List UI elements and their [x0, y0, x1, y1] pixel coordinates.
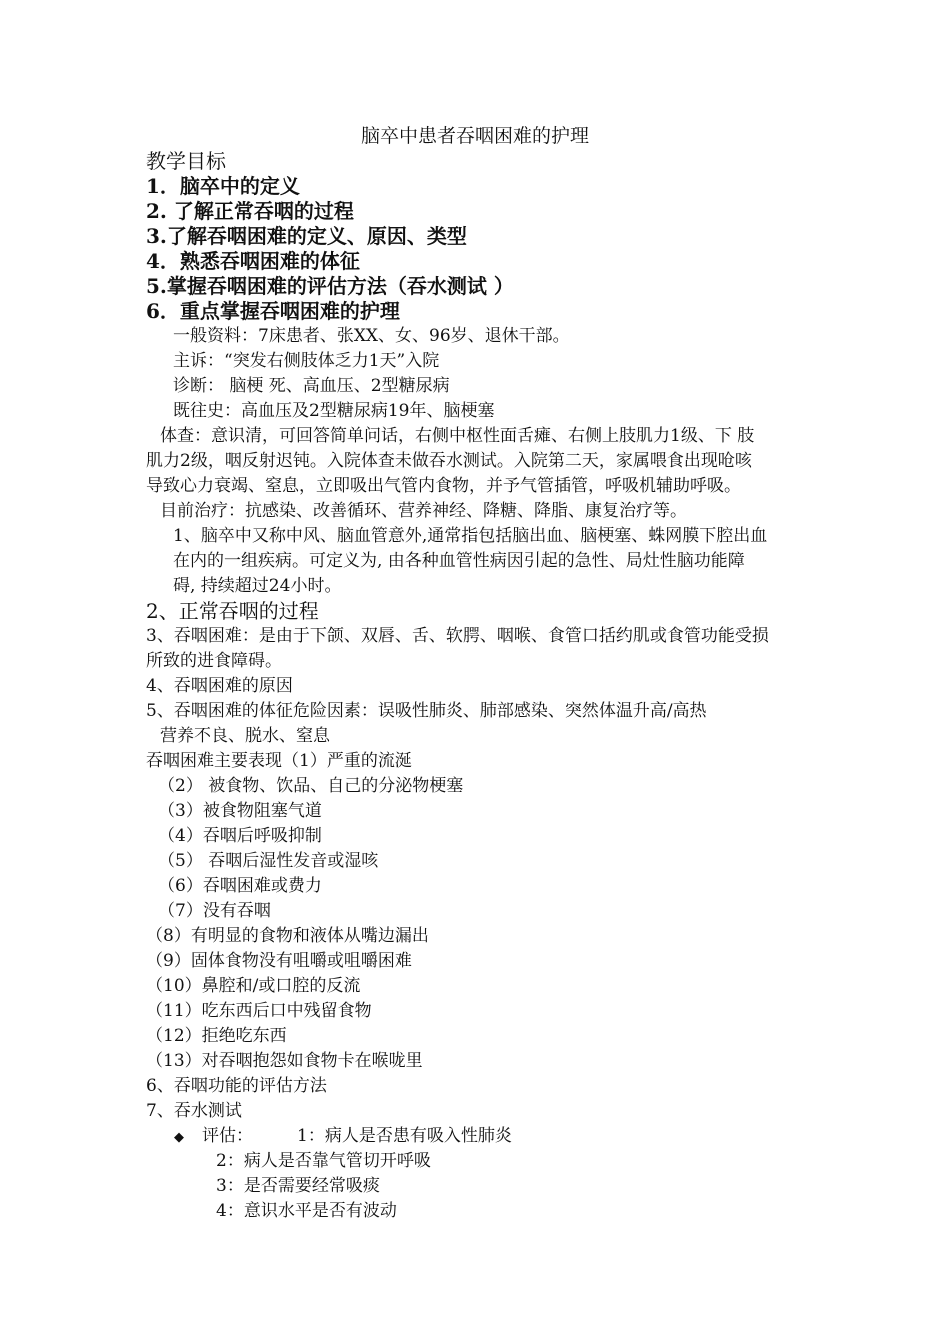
diamond-bullet-icon: ◆ — [174, 1130, 184, 1145]
assessment-item: 1：病人是否患有吸入性肺炎 — [297, 1126, 512, 1146]
manifestation-item: （11）吃东西后口中残留食物 — [146, 1001, 372, 1021]
objective-item: 3.了解吞咽困难的定义、原因、类型 — [146, 224, 467, 248]
case-exam-line: 肌力2级，咽反射迟钝。入院体查未做吞水测试。入院第二天，家属喂食出现呛咳 — [146, 451, 752, 471]
assessment-row — [174, 1124, 512, 1150]
assessment-item: 2：病人是否靠气管切开呼吸 — [216, 1151, 431, 1171]
manifestation-item: （2） 被食物、饮品、自己的分泌物梗塞 — [158, 776, 464, 796]
manifestation-item: （6）吞咽困难或费力 — [158, 876, 322, 896]
case-treatment: 目前治疗：抗感染、改善循环、营养神经、降糖、降脂、康复治疗等。 — [160, 501, 687, 521]
assessment-label: 评估： — [202, 1126, 253, 1146]
manifestation-item: （3）被食物阻塞气道 — [158, 801, 322, 821]
manifestation-item: （7）没有吞咽 — [158, 901, 271, 921]
section-3-line: 所致的进食障碍。 — [146, 651, 282, 671]
manifestation-item: （12）拒绝吃东西 — [146, 1026, 287, 1046]
section-4-heading: 4、吞咽困难的原因 — [146, 676, 293, 696]
section-6-heading: 6、吞咽功能的评估方法 — [146, 1076, 327, 1096]
section-2-heading: 2、正常吞咽的过程 — [146, 599, 319, 623]
objective-item: 4．熟悉吞咽困难的体征 — [146, 249, 360, 273]
section-5-line: 5、吞咽困难的体征危险因素：误吸性肺炎、肺部感染、突然体温升高/高热 — [146, 701, 707, 721]
objective-item: 6．重点掌握吞咽困难的护理 — [146, 299, 400, 323]
assessment-item: 4：意识水平是否有波动 — [216, 1201, 397, 1221]
assessment-item: 3：是否需要经常吸痰 — [216, 1176, 380, 1196]
document-title: 脑卒中患者吞咽困难的护理 — [360, 125, 589, 147]
manifestations-intro: 吞咽困难主要表现（1）严重的流涎 — [146, 751, 412, 771]
objective-item: 5.掌握吞咽困难的评估方法（吞水测试 ） — [146, 274, 514, 298]
case-general-info: 一般资料：7床患者、张XX、女、96岁、退休干部。 — [173, 326, 570, 346]
manifestation-item: （13）对吞咽抱怨如食物卡在喉咙里 — [146, 1051, 423, 1071]
manifestation-item: （4）吞咽后呼吸抑制 — [158, 826, 322, 846]
manifestation-item: （9）固体食物没有咀嚼或咀嚼困难 — [146, 951, 412, 971]
definition-line: 1、脑卒中又称中风、脑血管意外,通常指包括脑出血、脑梗塞、蛛网膜下腔出血 — [173, 526, 768, 546]
case-exam-line: 导致心力衰竭、窒息，立即吸出气管内食物，并予气管插管，呼吸机辅助呼吸。 — [146, 476, 741, 496]
case-diagnosis: 诊断： 脑梗 死、高血压、2型糖尿病 — [173, 376, 450, 396]
case-exam-line: 体查：意识清，可回答简单问话，右侧中枢性面舌瘫、右侧上肢肌力1级、下 肢 — [160, 426, 755, 446]
definition-line: 碍, 持续超过24小时。 — [173, 576, 342, 596]
manifestation-item: （8）有明显的食物和液体从嘴边漏出 — [146, 926, 429, 946]
manifestation-item: （5） 吞咽后湿性发音或湿咳 — [158, 851, 379, 871]
case-chief-complaint: 主诉：“突发右侧肢体乏力1天”入院 — [173, 351, 440, 371]
objective-item: 1．脑卒中的定义 — [146, 174, 300, 198]
section-3-line: 3、吞咽困难：是由于下颌、双唇、舌、软腭、咽喉、食管口括约肌或食管功能受损 — [146, 626, 769, 646]
objective-item: 2. 了解正常吞咽的过程 — [146, 199, 354, 223]
section-7-heading: 7、吞水测试 — [146, 1101, 242, 1121]
definition-line: 在内的一组疾病。可定义为, 由各种血管性病因引起的急性、局灶性脑功能障 — [173, 551, 745, 571]
case-history: 既往史：高血压及2型糖尿病19年、脑梗塞 — [173, 401, 495, 421]
objectives-heading: 教学目标 — [146, 149, 226, 173]
section-5-line: 营养不良、脱水、窒息 — [160, 726, 330, 746]
manifestation-item: （10）鼻腔和/或口腔的反流 — [146, 976, 361, 996]
